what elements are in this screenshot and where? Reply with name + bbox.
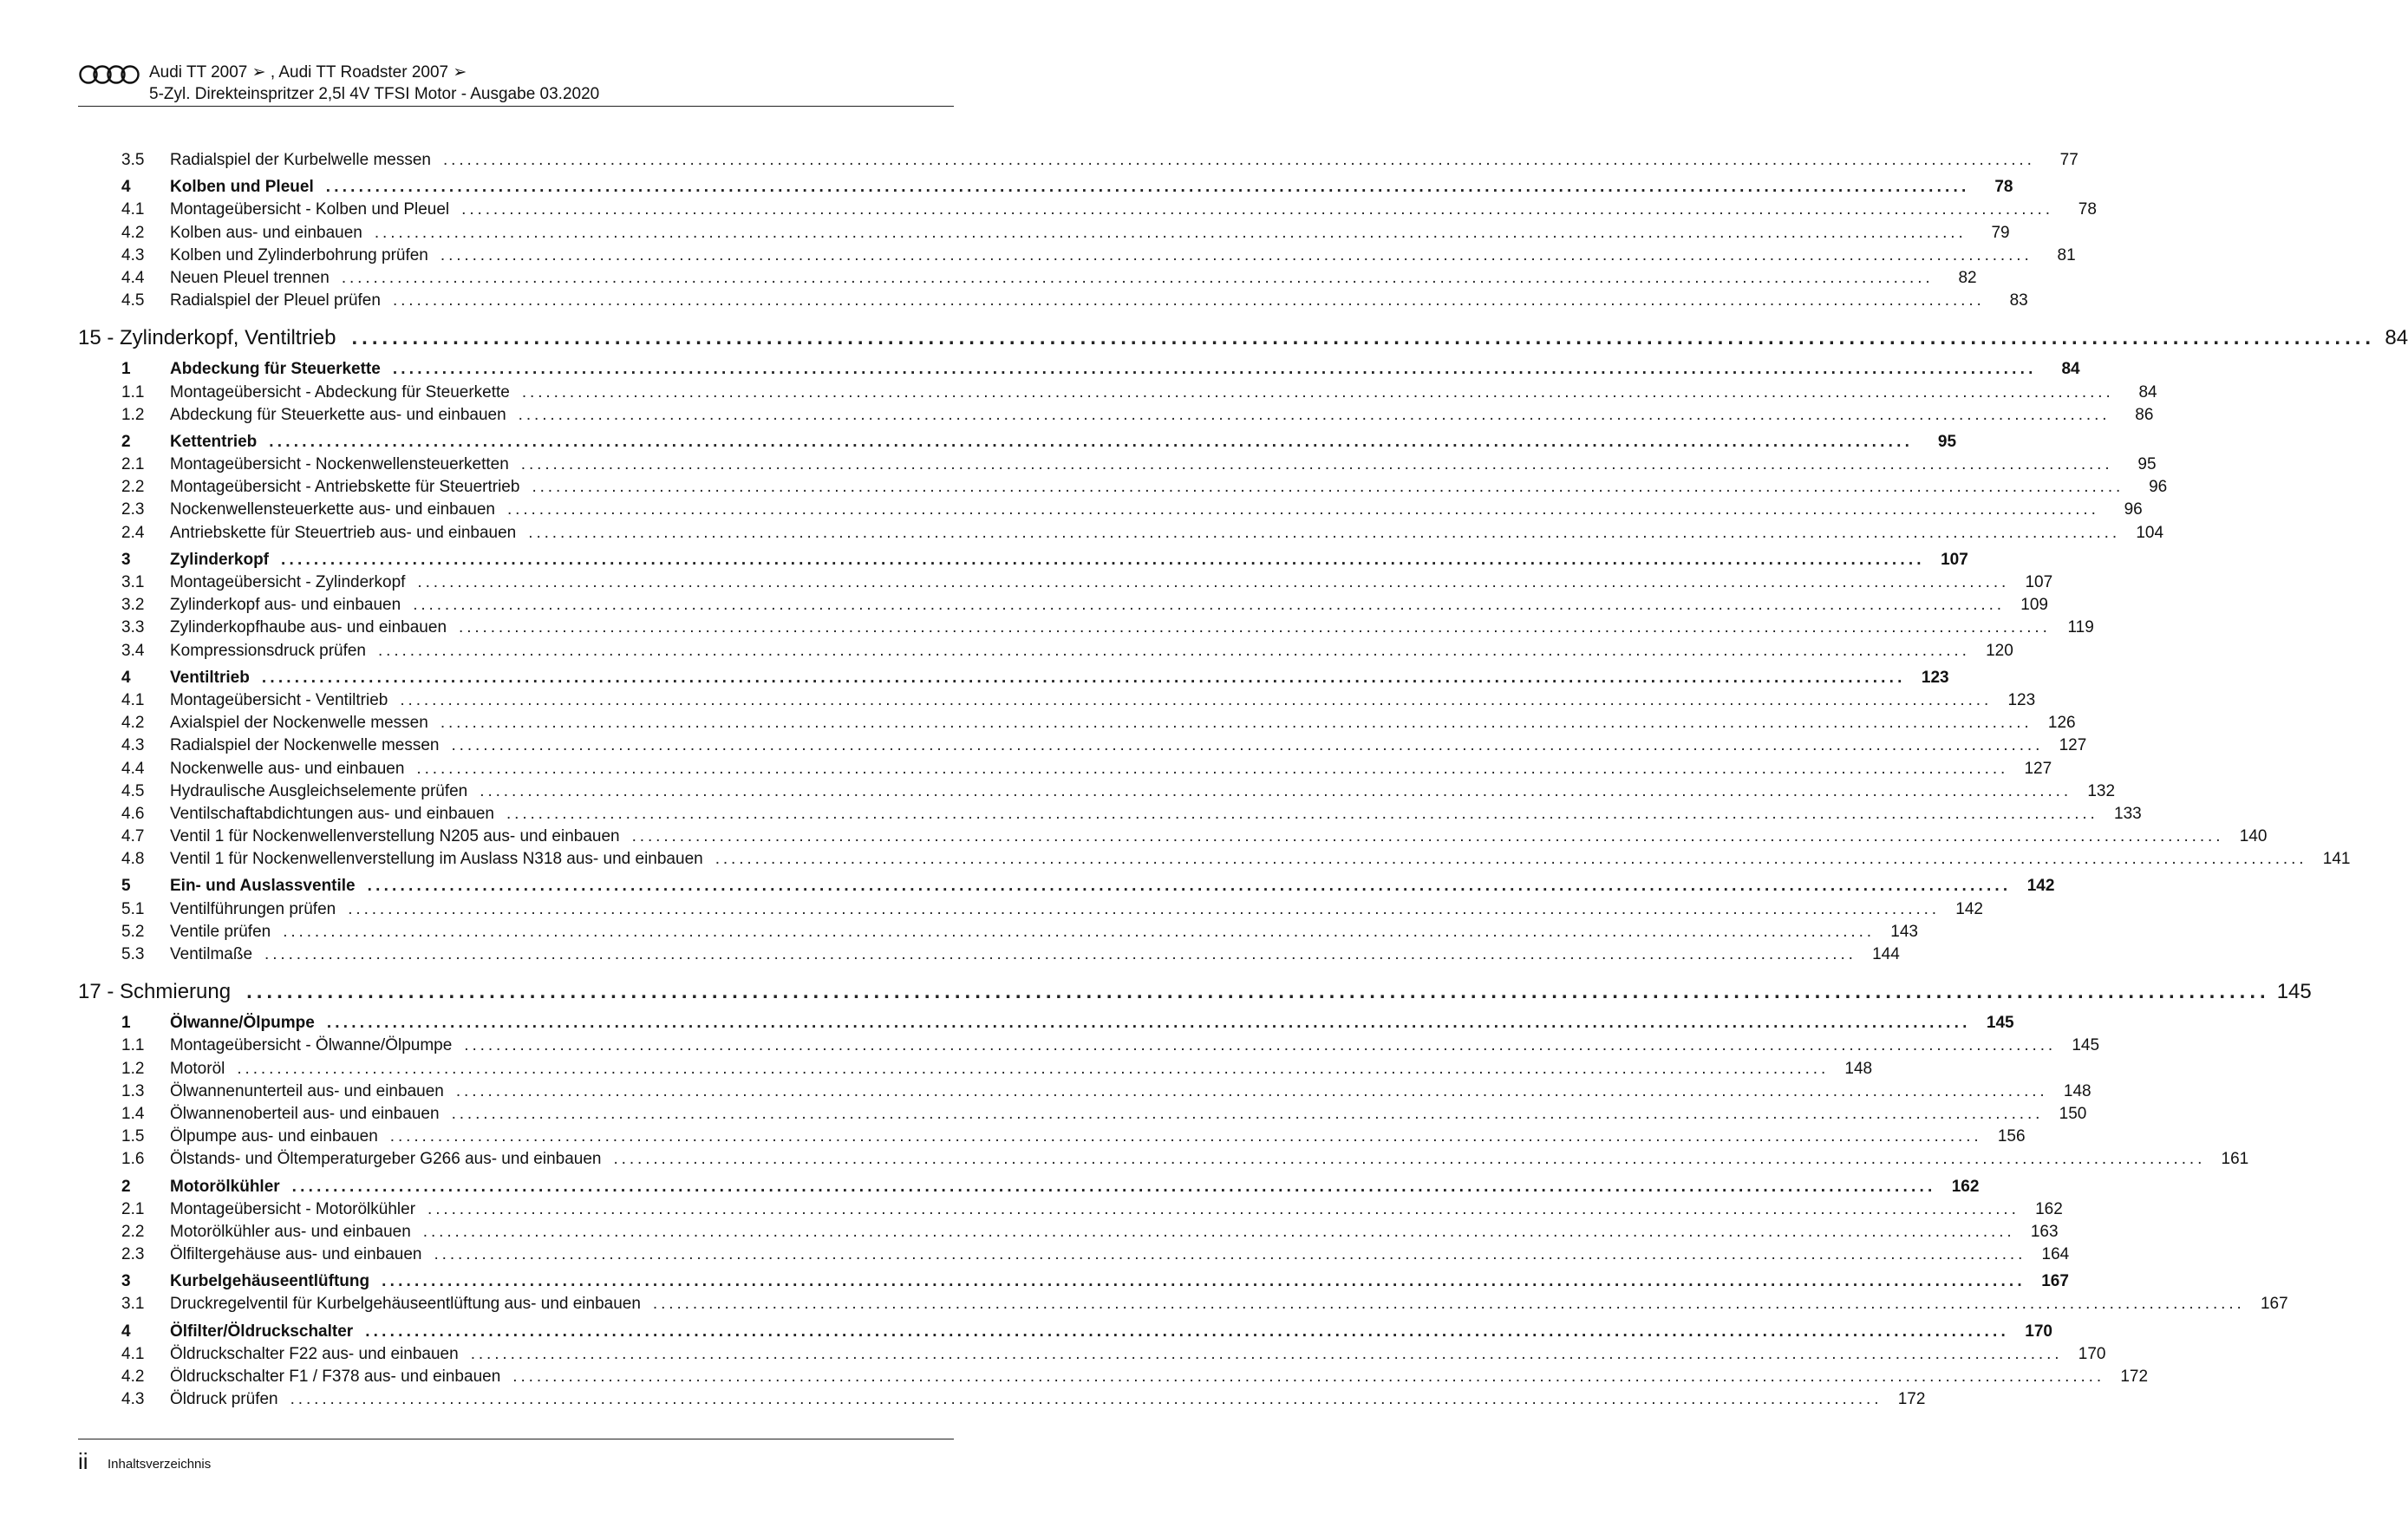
- toc-entry-number: 4.2: [121, 1368, 145, 1386]
- toc-entry-number: 3: [121, 550, 131, 569]
- dot-leader: ........................................................................................................................................................................................................: [521, 382, 2114, 401]
- dot-leader: ........................................................................................................................................................................................................: [417, 573, 2010, 591]
- toc-entry-title: Montageübersicht - Nockenwellensteuerketten: [170, 455, 509, 474]
- toc-entry-number: 4.1: [121, 690, 145, 709]
- dot-leader: ........................................................................................................................................................................................................: [348, 899, 1940, 918]
- toc-entry-number: 4.4: [121, 268, 145, 287]
- toc-entry[interactable]: [78, 945, 1900, 968]
- dot-leader: ........................................................................................................................................................................................................: [269, 432, 1914, 451]
- dot-leader: ........................................................................................................................................................................................................: [440, 714, 2033, 733]
- toc-entry-title: Abdeckung für Steuerkette aus- und einbauen: [170, 405, 506, 424]
- toc-entry[interactable]: [78, 1344, 2106, 1368]
- toc-entry-number: 2: [121, 1177, 131, 1196]
- dot-leader: ........................................................................................................................................................................................................: [392, 291, 1985, 310]
- toc-entry-title: Ventilschaftabdichtungen aus- und einbauen: [170, 804, 494, 823]
- toc-entry-title: Radialspiel der Kurbelwelle messen: [170, 151, 431, 169]
- toc-entry[interactable]: [78, 1390, 1926, 1413]
- dot-leader: ........................................................................................................................................................................................................: [506, 500, 2099, 519]
- toc-entry-title: Montageübersicht - Antriebskette für Steuertrieb: [170, 478, 520, 497]
- toc-entry-page: 77: [2059, 151, 2078, 169]
- toc-entry-page: 144: [1872, 945, 1900, 963]
- toc-entry-number: 3.1: [121, 573, 145, 591]
- toc-entry-page: 162: [2035, 1199, 2063, 1218]
- toc-entry-page: 172: [1897, 1390, 1926, 1409]
- toc-entry-number: 1: [121, 1014, 131, 1033]
- toc-entry-page: 162: [1951, 1177, 1980, 1196]
- toc-entry-number: 3.1: [121, 1295, 145, 1314]
- dot-leader: ........................................................................................................................................................................................................: [652, 1295, 2245, 1314]
- header-divider: [78, 106, 954, 107]
- toc-entry-title: Montageübersicht - Ölwanne/Ölpumpe: [170, 1036, 453, 1055]
- toc-entry[interactable]: [78, 523, 2164, 546]
- toc-entry-number: 1.4: [121, 1104, 145, 1123]
- dot-leader: ........................................................................................................................................................................................................: [325, 178, 1970, 197]
- toc-entry-number: 4: [121, 1322, 131, 1341]
- dot-leader: ........................................................................................................................................................................................................: [461, 200, 2053, 219]
- toc-entry-title: Motoröl: [170, 1059, 225, 1078]
- header-title: Audi TT 2007 ➢ , Audi TT Roadster 2007 ➢: [149, 63, 467, 82]
- toc-entry-title: Axialspiel der Nockenwelle messen: [170, 714, 428, 733]
- toc-entry-title: Ventilmaße: [170, 945, 253, 963]
- table-of-contents: [78, 151, 2408, 1413]
- dot-leader: ........................................................................................................................................................................................................: [374, 223, 1967, 242]
- toc-entry-number: 4.5: [121, 291, 145, 310]
- dot-leader: ........................................................................................................................................................................................................: [532, 478, 2124, 497]
- toc-entry-number: 4.3: [121, 1390, 145, 1409]
- dot-leader: ........................................................................................................................................................................................................: [389, 1127, 1982, 1146]
- toc-entry-page: 143: [1890, 922, 1918, 941]
- toc-entry-title: Kurbelgehäuseentlüftung: [170, 1272, 370, 1291]
- toc-entry-number: 2.3: [121, 500, 145, 519]
- toc-entry-title: Öldruckschalter F22 aus- und einbauen: [170, 1344, 459, 1363]
- toc-entry-title: Ventile prüfen: [170, 922, 271, 941]
- toc-entry[interactable]: [78, 690, 2036, 714]
- toc-section[interactable]: [78, 668, 1949, 691]
- toc-entry-number: 4.1: [121, 1344, 145, 1363]
- toc-entry-title: Montageübersicht - Kolben und Pleuel: [170, 200, 450, 219]
- toc-section[interactable]: [78, 178, 2013, 200]
- dot-leader: ........................................................................................................................................................................................................: [455, 1081, 2048, 1100]
- toc-section[interactable]: [78, 877, 2055, 899]
- toc-entry-title: Ventiltrieb: [170, 668, 250, 687]
- dot-leader: ........................................................................................................................................................................................................: [237, 1059, 1830, 1078]
- toc-entry[interactable]: [78, 1081, 2092, 1105]
- toc-entry-number: 4.1: [121, 200, 145, 219]
- toc-entry[interactable]: [78, 455, 2157, 478]
- toc-entry-number: 2.1: [121, 1199, 145, 1218]
- toc-entry-title: Ölwannenoberteil aus- und einbauen: [170, 1104, 440, 1123]
- dot-leader: ........................................................................................................................................................................................................: [528, 523, 2121, 542]
- toc-entry-number: 5.2: [121, 922, 145, 941]
- toc-entry-page: 120: [1986, 641, 2013, 660]
- toc-entry[interactable]: [78, 573, 2053, 596]
- toc-entry-page: 96: [2124, 500, 2143, 519]
- toc-entry-page: 119: [2067, 618, 2094, 637]
- dot-leader: ........................................................................................................................................................................................................: [715, 850, 2307, 869]
- toc-entry-title: Nockenwellensteuerkette aus- und einbauen: [170, 500, 495, 519]
- toc-entry-title: Ölpumpe aus- und einbauen: [170, 1127, 378, 1146]
- toc-entry[interactable]: [78, 899, 1983, 923]
- toc-entry[interactable]: [78, 1245, 2070, 1268]
- toc-entry-page: 148: [2063, 1081, 2092, 1100]
- toc-entry[interactable]: [78, 850, 2351, 872]
- toc-entry-number: 5.3: [121, 945, 145, 963]
- toc-entry-title: Ventilführungen prüfen: [170, 899, 336, 918]
- toc-entry-page: 145: [2072, 1036, 2100, 1055]
- dot-leader: ........................................................................................................................................................................................................: [434, 1245, 2026, 1264]
- dot-leader: ........................................................................................................................................................................................................: [470, 1344, 2063, 1363]
- dot-leader: ........................................................................................................................................................................................................: [382, 1272, 2026, 1291]
- toc-entry[interactable]: [78, 1036, 2100, 1059]
- toc-entry-page: 150: [2059, 1104, 2087, 1123]
- toc-entry-title: Kolben und Pleuel: [170, 178, 314, 197]
- dot-leader: ........................................................................................................................................................................................................: [520, 455, 2113, 474]
- toc-entry-page: 95: [1937, 432, 1957, 451]
- dot-leader: ........................................................................................................................................................................................................: [283, 922, 1875, 941]
- toc-entry-page: 142: [2026, 877, 2055, 896]
- dot-leader: ........................................................................................................................................................................................................: [400, 690, 1993, 709]
- dot-leader: ........................................................................................................................................................................................................: [341, 268, 1934, 287]
- toc-entry-page: 167: [2260, 1295, 2288, 1314]
- toc-entry-page: 82: [1958, 268, 1977, 287]
- toc-entry-title: Hydraulische Ausgleichselemente prüfen: [170, 781, 468, 800]
- toc-entry-title: Ölwannenunterteil aus- und einbauen: [170, 1081, 444, 1100]
- toc-entry-title: 17 - Schmierung: [78, 980, 232, 1004]
- toc-entry-title: Ein- und Auslassventile: [170, 877, 356, 896]
- toc-entry[interactable]: [78, 641, 2013, 664]
- toc-entry-page: 123: [1921, 668, 1949, 687]
- toc-entry-number: 1.1: [121, 1036, 145, 1055]
- toc-entry-number: 2: [121, 432, 131, 451]
- toc-entry-number: 3.3: [121, 618, 145, 637]
- toc-entry-number: 4: [121, 178, 131, 197]
- header-subtitle: 5-Zyl. Direkteinspritzer 2,5l 4V TFSI Motor - Ausgabe 03.2020: [149, 85, 600, 103]
- toc-entry-page: 170: [2025, 1322, 2052, 1341]
- toc-entry[interactable]: [78, 1059, 1873, 1082]
- toc-entry-page: 107: [2025, 573, 2053, 591]
- dot-leader: ........................................................................................................................................................................................................: [392, 360, 2037, 379]
- dot-leader: ........................................................................................................................................................................................................: [367, 877, 2012, 896]
- toc-entry[interactable]: [78, 245, 2076, 269]
- dot-leader: ........................................................................................................................................................................................................: [416, 759, 2009, 778]
- toc-entry-page: 109: [2020, 596, 2048, 615]
- toc-section[interactable]: [78, 1272, 2069, 1295]
- toc-entry-title: Abdeckung für Steuerkette: [170, 360, 381, 379]
- toc-entry-number: 3.5: [121, 151, 145, 169]
- toc-entry-page: 123: [2007, 690, 2036, 709]
- toc-chapter[interactable]: [78, 326, 2408, 356]
- toc-entry[interactable]: [78, 1104, 2087, 1127]
- toc-entry[interactable]: [78, 618, 2094, 641]
- dot-leader: ........................................................................................................................................................................................................: [427, 1199, 2020, 1218]
- toc-entry-page: 127: [2059, 736, 2087, 755]
- toc-entry-title: Ventil 1 für Nockenwellenverstellung N205 aus- und einbauen: [170, 827, 620, 846]
- toc-entry-title: Motorölkühler aus- und einbauen: [170, 1222, 411, 1241]
- dot-leader: ........................................................................................................................................................................................................: [480, 781, 2072, 800]
- toc-entry-title: Ölstands- und Öltemperaturgeber G266 aus- und einbauen: [170, 1150, 602, 1169]
- toc-entry-title: Montageübersicht - Motorölkühler: [170, 1199, 416, 1218]
- toc-entry[interactable]: [78, 223, 2010, 246]
- toc-entry-page: 96: [2149, 478, 2168, 497]
- dot-leader: ........................................................................................................................................................................................................: [264, 945, 1857, 963]
- toc-section[interactable]: [78, 1322, 2052, 1345]
- toc-entry[interactable]: [78, 500, 2143, 523]
- toc-entry-title: Motorölkühler: [170, 1177, 280, 1196]
- toc-entry-title: Zylinderkopfhaube aus- und einbauen: [170, 618, 447, 637]
- dot-leader: ........................................................................................................................................................................................................: [291, 1177, 1936, 1196]
- toc-entry-page: 84: [2385, 326, 2408, 350]
- dot-leader: ........................................................................................................................................................................................................: [413, 596, 2005, 615]
- toc-entry-page: 78: [1994, 178, 2013, 197]
- toc-entry[interactable]: [78, 804, 2142, 827]
- toc-entry-page: 104: [2136, 523, 2164, 542]
- toc-entry-number: 1.3: [121, 1081, 145, 1100]
- dot-leader: ........................................................................................................................................................................................................: [422, 1222, 2015, 1241]
- toc-entry-page: 95: [2137, 455, 2157, 474]
- toc-entry-page: 170: [2078, 1344, 2106, 1363]
- toc-entry-title: Antriebskette für Steuertrieb aus- und einbauen: [170, 523, 517, 542]
- toc-entry-page: 79: [1991, 223, 2010, 242]
- toc-entry[interactable]: [78, 1368, 2149, 1390]
- toc-entry-page: 84: [2138, 382, 2157, 401]
- toc-entry-title: Montageübersicht - Zylinderkopf: [170, 573, 406, 591]
- footer-page-number: ii: [78, 1448, 88, 1474]
- toc-entry-title: Montageübersicht - Ventiltrieb: [170, 690, 388, 709]
- toc-entry[interactable]: [78, 781, 2116, 805]
- toc-entry-number: 1.6: [121, 1150, 145, 1169]
- toc-entry-title: Ölwanne/Ölpumpe: [170, 1014, 315, 1033]
- toc-entry-title: Nockenwelle aus- und einbauen: [170, 759, 405, 778]
- toc-entry-title: Radialspiel der Nockenwelle messen: [170, 736, 440, 755]
- toc-entry-page: 156: [1997, 1127, 2026, 1146]
- toc-entry-title: Zylinderkopf: [170, 550, 270, 569]
- dot-leader: ........................................................................................................................................................................................................: [512, 1368, 2105, 1386]
- toc-entry-number: 4.6: [121, 804, 145, 823]
- toc-section[interactable]: [78, 550, 1968, 573]
- dot-leader: ........................................................................................................................................................................................................: [440, 245, 2033, 264]
- toc-entry[interactable]: [78, 291, 2028, 314]
- toc-entry-page: 145: [1986, 1014, 2014, 1033]
- toc-entry-page: 78: [2078, 200, 2097, 219]
- toc-entry-page: 127: [2024, 759, 2052, 778]
- toc-entry-number: 3.2: [121, 596, 145, 615]
- toc-entry[interactable]: [78, 382, 2157, 406]
- toc-entry-number: 2.4: [121, 523, 145, 542]
- dot-leader: ........................................................................................................................................................................................................: [281, 550, 1925, 569]
- toc-entry-page: 142: [1955, 899, 1983, 918]
- toc-entry-number: 5.1: [121, 899, 145, 918]
- toc-entry-title: Ventil 1 für Nockenwellenverstellung im Auslass N318 aus- und einbauen: [170, 850, 703, 869]
- toc-entry-page: 84: [2061, 360, 2080, 379]
- toc-entry-title: Öldruck prüfen: [170, 1390, 278, 1409]
- toc-entry-number: 4.7: [121, 827, 145, 846]
- toc-entry-number: 3: [121, 1272, 131, 1291]
- toc-entry-page: 172: [2120, 1368, 2149, 1386]
- dot-leader: ........................................................................................................................................................................................................: [378, 641, 1970, 660]
- toc-chapter[interactable]: [78, 980, 2312, 1009]
- toc-entry-page: 164: [2041, 1245, 2070, 1264]
- dot-leader: ........................................................................................................................................................................................................: [506, 804, 2098, 823]
- toc-entry-page: 83: [2009, 291, 2028, 310]
- dot-leader: ........................................................................................................................................................................................................: [261, 668, 1906, 687]
- toc-entry[interactable]: [78, 759, 2052, 782]
- dot-leader: ........................................................................................................................................................................................................: [451, 1104, 2044, 1123]
- toc-entry-page: 126: [2047, 714, 2076, 733]
- dot-leader: ........................................................................................................................................................................................................: [246, 980, 2270, 1004]
- toc-entry[interactable]: [78, 200, 2097, 223]
- toc-entry-page: 107: [1941, 550, 1968, 569]
- toc-entry[interactable]: [78, 736, 2087, 759]
- toc-entry-number: 2.2: [121, 1222, 145, 1241]
- toc-entry-page: 141: [2322, 850, 2351, 869]
- toc-entry-page: 81: [2057, 245, 2076, 264]
- toc-entry-number: 2.2: [121, 478, 145, 497]
- toc-entry-title: Druckregelventil für Kurbelgehäuseentlüftung aus- und einbauen: [170, 1295, 641, 1314]
- toc-entry-title: Kolben aus- und einbauen: [170, 223, 362, 242]
- toc-entry[interactable]: [78, 596, 2048, 618]
- toc-entry-page: 167: [2041, 1272, 2069, 1291]
- toc-entry-number: 4.3: [121, 736, 145, 755]
- toc-entry-page: 148: [1844, 1059, 1873, 1078]
- toc-entry-page: 161: [2221, 1150, 2249, 1169]
- toc-entry-number: 2.1: [121, 455, 145, 474]
- dot-leader: ........................................................................................................................................................................................................: [613, 1150, 2206, 1169]
- toc-entry-title: Ölfilter/Öldruckschalter: [170, 1322, 354, 1341]
- dot-leader: ........................................................................................................................................................................................................: [459, 618, 2051, 637]
- footer-section-label: Inhaltsverzeichnis: [108, 1457, 212, 1472]
- document-header: [78, 61, 954, 109]
- toc-entry[interactable]: [78, 478, 2168, 500]
- toc-entry[interactable]: [78, 268, 1977, 291]
- toc-entry-number: 2.3: [121, 1245, 145, 1264]
- toc-entry[interactable]: [78, 405, 2154, 428]
- toc-entry-number: 1.2: [121, 405, 145, 424]
- toc-entry-number: 4.2: [121, 223, 145, 242]
- dot-leader: ........................................................................................................................................................................................................: [464, 1036, 2057, 1055]
- dot-leader: ........................................................................................................................................................................................................: [518, 405, 2111, 424]
- toc-entry-title: Radialspiel der Pleuel prüfen: [170, 291, 381, 310]
- toc-entry[interactable]: [78, 1127, 2026, 1150]
- toc-entry[interactable]: [78, 1222, 2059, 1245]
- toc-entry-page: 133: [2114, 804, 2142, 823]
- toc-entry-number: 4.5: [121, 781, 145, 800]
- toc-entry[interactable]: [78, 714, 2076, 736]
- toc-section[interactable]: [78, 1014, 2014, 1036]
- toc-entry-number: 1.1: [121, 382, 145, 401]
- toc-entry-number: 1.5: [121, 1127, 145, 1146]
- toc-entry-title: 15 - Zylinderkopf, Ventiltrieb: [78, 326, 336, 350]
- toc-entry-number: 4.3: [121, 245, 145, 264]
- toc-entry-number: 4: [121, 668, 131, 687]
- toc-entry-title: Ölfiltergehäuse aus- und einbauen: [170, 1245, 422, 1264]
- toc-entry[interactable]: [78, 1199, 2063, 1223]
- dot-leader: ........................................................................................................................................................................................................: [451, 736, 2044, 755]
- toc-section[interactable]: [78, 432, 1957, 455]
- toc-entry[interactable]: [78, 827, 2268, 850]
- audi-rings-logo: [78, 64, 140, 85]
- toc-entry-title: Kettentrieb: [170, 432, 258, 451]
- toc-entry-title: Neuen Pleuel trennen: [170, 268, 330, 287]
- toc-entry[interactable]: [78, 1295, 2288, 1317]
- toc-entry-title: Kompressionsdruck prüfen: [170, 641, 366, 660]
- toc-entry[interactable]: [78, 1150, 2249, 1172]
- dot-leader: ........................................................................................................................................................................................................: [443, 151, 2035, 169]
- toc-entry-number: 4.4: [121, 759, 145, 778]
- toc-entry-number: 4.8: [121, 850, 145, 869]
- dot-leader: ........................................................................................................................................................................................................: [326, 1014, 1971, 1033]
- dot-leader: ........................................................................................................................................................................................................: [631, 827, 2224, 846]
- toc-section[interactable]: [78, 360, 2080, 382]
- toc-entry-title: Kolben und Zylinderbohrung prüfen: [170, 245, 428, 264]
- toc-entry[interactable]: [78, 922, 1918, 945]
- toc-entry-page: 140: [2239, 827, 2268, 846]
- toc-entry-page: 145: [2276, 980, 2312, 1004]
- toc-entry-number: 1.2: [121, 1059, 145, 1078]
- toc-entry-number: 5: [121, 877, 131, 896]
- toc-entry-number: 4.2: [121, 714, 145, 733]
- toc-entry-number: 1: [121, 360, 131, 379]
- toc-entry-title: Öldruckschalter F1 / F378 aus- und einbauen: [170, 1368, 501, 1386]
- toc-entry[interactable]: [78, 151, 2078, 173]
- toc-entry-number: 3.4: [121, 641, 145, 660]
- toc-section[interactable]: [78, 1177, 1980, 1200]
- toc-entry-page: 132: [2087, 781, 2116, 800]
- toc-entry-title: Zylinderkopf aus- und einbauen: [170, 596, 401, 615]
- dot-leader: ........................................................................................................................................................................................................: [351, 326, 2376, 350]
- toc-entry-title: Montageübersicht - Abdeckung für Steuerkette: [170, 382, 510, 401]
- dot-leader: ........................................................................................................................................................................................................: [365, 1322, 2009, 1341]
- toc-entry-page: 86: [2135, 405, 2154, 424]
- dot-leader: ........................................................................................................................................................................................................: [290, 1390, 1883, 1409]
- toc-entry-page: 163: [2030, 1222, 2059, 1241]
